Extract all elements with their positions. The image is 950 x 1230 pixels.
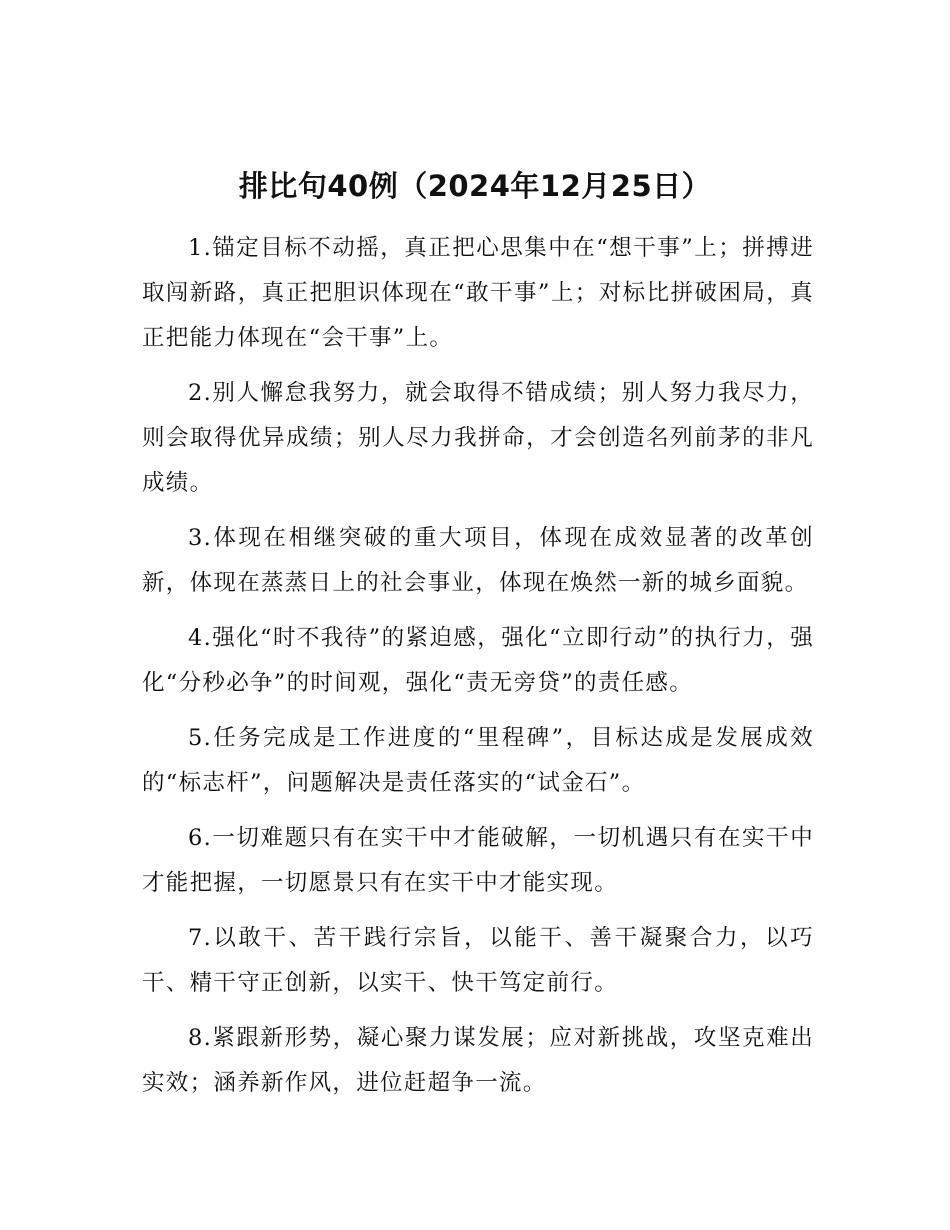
item-list — [142, 226, 814, 1116]
list-item: 2.别人懈怠我努力，就会取得不错成绩；别人努力我尽力，则会取得优异成绩；别人尽力我拼命，才会创造名列前茅的非凡成绩。 — [142, 380, 814, 496]
list-item: 1.锚定目标不动摇，真正把心思集中在“想干事”上；拼搏进取闯新路，真正把胆识体现在“敢干事”上；对标比拼破困局，真正把能力体现在“会干事”上。 — [142, 235, 814, 351]
list-item: 6.一切难题只有在实干中才能破解，一切机遇只有在实干中才能把握，一切愿景只有在实干中才能实现。 — [142, 825, 814, 896]
list-item: 4.强化“时不我待”的紧迫感，强化“立即行动”的执行力，强化“分秒必争”的时间观，强化“责无旁贷”的责任感。 — [142, 625, 814, 696]
document-title: 排比句40例（2024年12月25日） — [238, 169, 712, 203]
list-item: 5.任务完成是工作进度的“里程碑”，目标达成是发展成效的“标志杆”，问题解决是责任落实的“试金石”。 — [142, 725, 814, 796]
list-item: 8.紧跟新形势，凝心聚力谋发展；应对新挑战，攻坚克难出实效；涵养新作风，进位赶超争一流。 — [142, 1025, 814, 1096]
list-item: 7.以敢干、苦干践行宗旨，以能干、善干凝聚合力，以巧干、精干守正创新，以实干、快干笃定前行。 — [142, 925, 814, 996]
list-item: 3.体现在相继突破的重大项目，体现在成效显著的改革创新，体现在蒸蒸日上的社会事业，体现在焕然一新的城乡面貌。 — [142, 525, 814, 596]
